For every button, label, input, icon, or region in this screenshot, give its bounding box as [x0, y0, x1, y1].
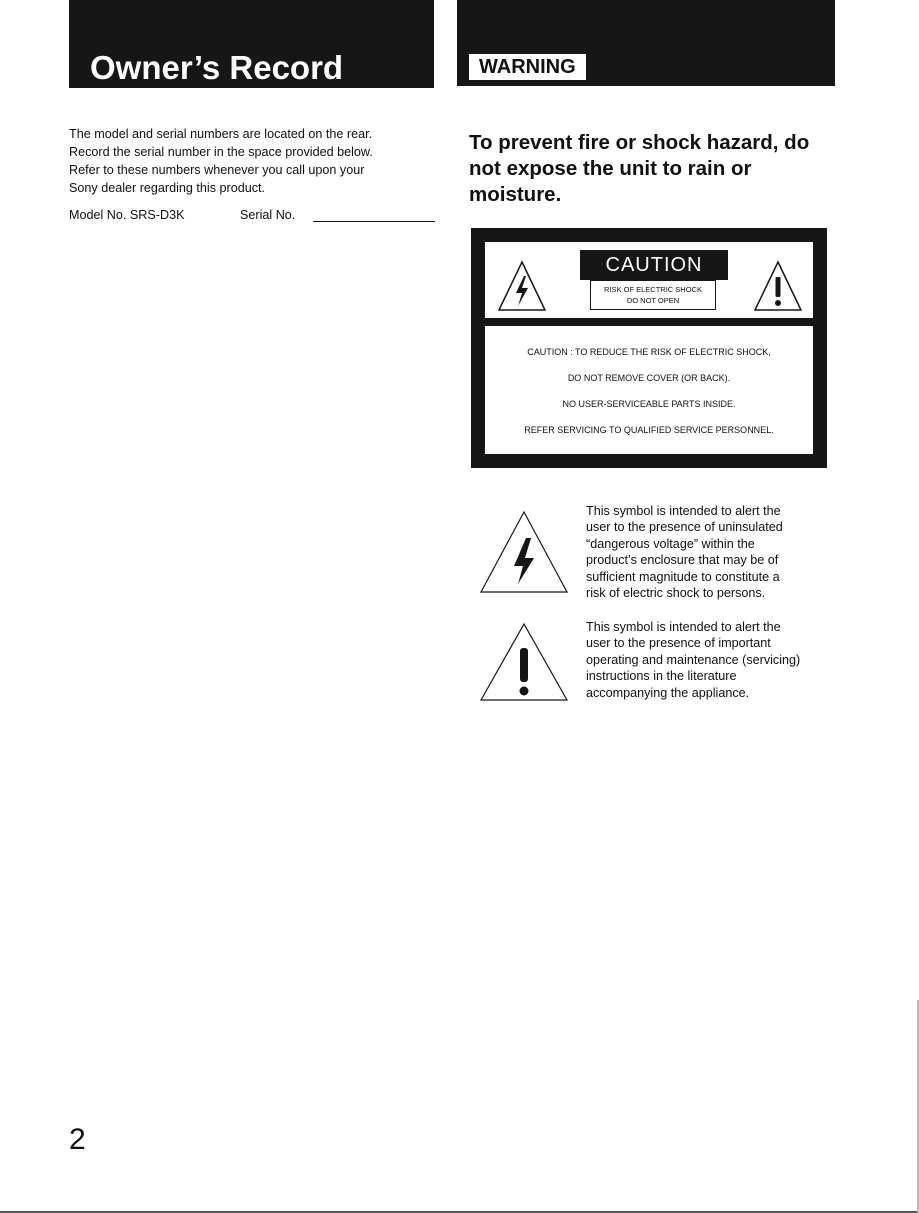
lightning-triangle-icon — [479, 510, 569, 594]
model-serial-row — [69, 206, 296, 224]
symbol-text-line: instructions in the literature — [586, 669, 737, 684]
exclamation-symbol-description — [586, 619, 832, 701]
caution-sub — [590, 280, 716, 310]
symbol-text-line: user to the presence of uninsulated — [586, 520, 783, 535]
intro-line: The model and serial numbers are located on the rear. — [69, 127, 373, 141]
symbol-text-line: This symbol is intended to alert the — [586, 504, 781, 518]
caution-sub-line: RISK OF ELECTRIC SHOCK — [604, 285, 702, 294]
owners-record-header — [69, 0, 434, 88]
caution-top-panel — [485, 242, 813, 318]
lightning-triangle-icon — [497, 260, 547, 312]
caution-text-line: CAUTION : TO REDUCE THE RISK OF ELECTRIC SHOCK, — [527, 347, 771, 357]
caution-label-box — [471, 228, 827, 468]
hazard-line: not expose the unit to rain or — [469, 157, 752, 180]
hazard-heading — [469, 130, 839, 208]
intro-line: Refer to these numbers whenever you call upon your — [69, 163, 365, 177]
symbol-text-line: operating and maintenance (servicing) — [586, 652, 801, 667]
hazard-line: To prevent fire or shock hazard, do — [469, 131, 810, 154]
warning-badge: WARNING — [469, 54, 586, 80]
warning-header — [457, 0, 835, 86]
owners-record-title: Owner’s Record — [90, 49, 344, 86]
intro-line: Sony dealer regarding this product. — [69, 181, 266, 195]
symbol-text-line: “dangerous voltage” within the — [586, 536, 755, 551]
page-number: 2 — [69, 1123, 86, 1156]
intro-line: Record the serial number in the space provided below. — [69, 145, 373, 159]
caution-word: CAUTION — [580, 250, 728, 280]
serial-number-blank-line — [313, 221, 435, 222]
lightning-symbol-description — [586, 503, 832, 601]
caution-text-line: DO NOT REMOVE COVER (OR BACK). — [567, 373, 731, 383]
caution-text-panel — [485, 326, 813, 454]
caution-badge — [580, 250, 728, 305]
symbol-text-line: product’s enclosure that may be of — [586, 553, 779, 568]
symbol-text-line: risk of electric shock to persons. — [586, 586, 766, 601]
model-number-label: Model No. SRS-D3K — [69, 208, 185, 222]
caution-sub-line: DO NOT OPEN — [626, 296, 680, 305]
exclamation-triangle-icon — [479, 622, 569, 702]
exclamation-triangle-icon — [753, 260, 803, 312]
caution-text-line: NO USER-SERVICEABLE PARTS INSIDE. — [562, 399, 736, 409]
symbol-text-line: sufficient magnitude to constitute a — [586, 569, 780, 584]
symbol-text-line: accompanying the appliance. — [586, 685, 750, 700]
serial-number-label: Serial No. — [240, 208, 296, 222]
hazard-line: moisture. — [469, 183, 562, 206]
owners-record-intro — [69, 125, 429, 197]
caution-text-line: REFER SERVICING TO QUALIFIED SERVICE PERSONNEL. — [524, 425, 774, 435]
symbol-text-line: user to the presence of important — [586, 636, 771, 651]
symbol-text-line: This symbol is intended to alert the — [586, 620, 781, 634]
